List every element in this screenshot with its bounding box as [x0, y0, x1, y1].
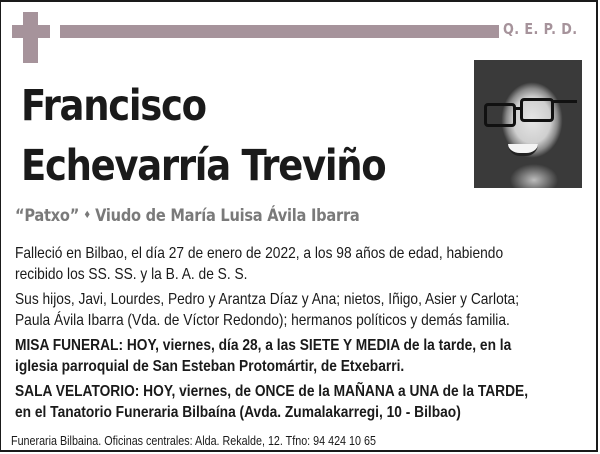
diamond-icon: ♦ — [83, 210, 91, 221]
family-list — [15, 289, 519, 331]
header-rule — [60, 25, 499, 38]
cross-horizontal — [12, 25, 50, 38]
glasses-lens-right — [520, 98, 554, 122]
funeral-mass-line: MISA FUNERAL: HOY, viernes, día 28, a las SIETE Y MEDIA de la tarde, en la — [15, 337, 512, 354]
glasses-bridge — [513, 107, 521, 110]
nickname: “Patxo” — [15, 206, 80, 226]
death-notice — [15, 243, 503, 285]
name-line-1: Francisco — [21, 81, 206, 131]
family-line: Sus hijos, Javi, Lourdes, Pedro y Arantza Díaz y Ana; nietos, Iñigo, Asier y Carlota; — [15, 291, 520, 308]
death-notice-line: Falleció en Bilbao, el día 27 de enero de 2022, a los 98 años de edad, habiendo — [15, 245, 504, 262]
name-line-2: Echevarría Treviño — [21, 141, 386, 191]
portrait-photo — [474, 60, 582, 188]
relation: Viudo de María Luisa Ávila Ibarra — [95, 206, 360, 226]
glasses-icon — [484, 103, 516, 127]
smile — [508, 144, 538, 156]
family-line: Paula Ávila Ibarra (Vda. de Víctor Redondo); hermanos políticos y demás familia. — [15, 312, 510, 329]
death-notice-line: recibido los SS. SS. y la B. A. de S. S. — [15, 266, 248, 283]
glasses-temple — [551, 100, 577, 103]
wake-room-line: en el Tanatorio Funeraria Bilbaína (Avda. Zumalakarregi, 10 - Bilbao) — [15, 404, 461, 421]
funeral-mass-line: iglesia parroquial de San Esteban Protomártir, de Etxebarri. — [15, 358, 405, 375]
deceased-name — [21, 76, 385, 196]
wake-room-line: SALA VELATORIO: HOY, viernes, de ONCE de la MAÑANA a UNA de la TARDE, — [15, 383, 529, 400]
funeral-mass — [15, 335, 511, 377]
wake-room — [15, 381, 528, 423]
footer-contact: Funeraria Bilbaina. Oficinas centrales: Alda. Rekalde, 12. Tfno: 94 424 10 65 — [11, 434, 376, 448]
subtitle — [15, 206, 360, 226]
qepd-label: Q. E. P. D. — [503, 20, 578, 38]
